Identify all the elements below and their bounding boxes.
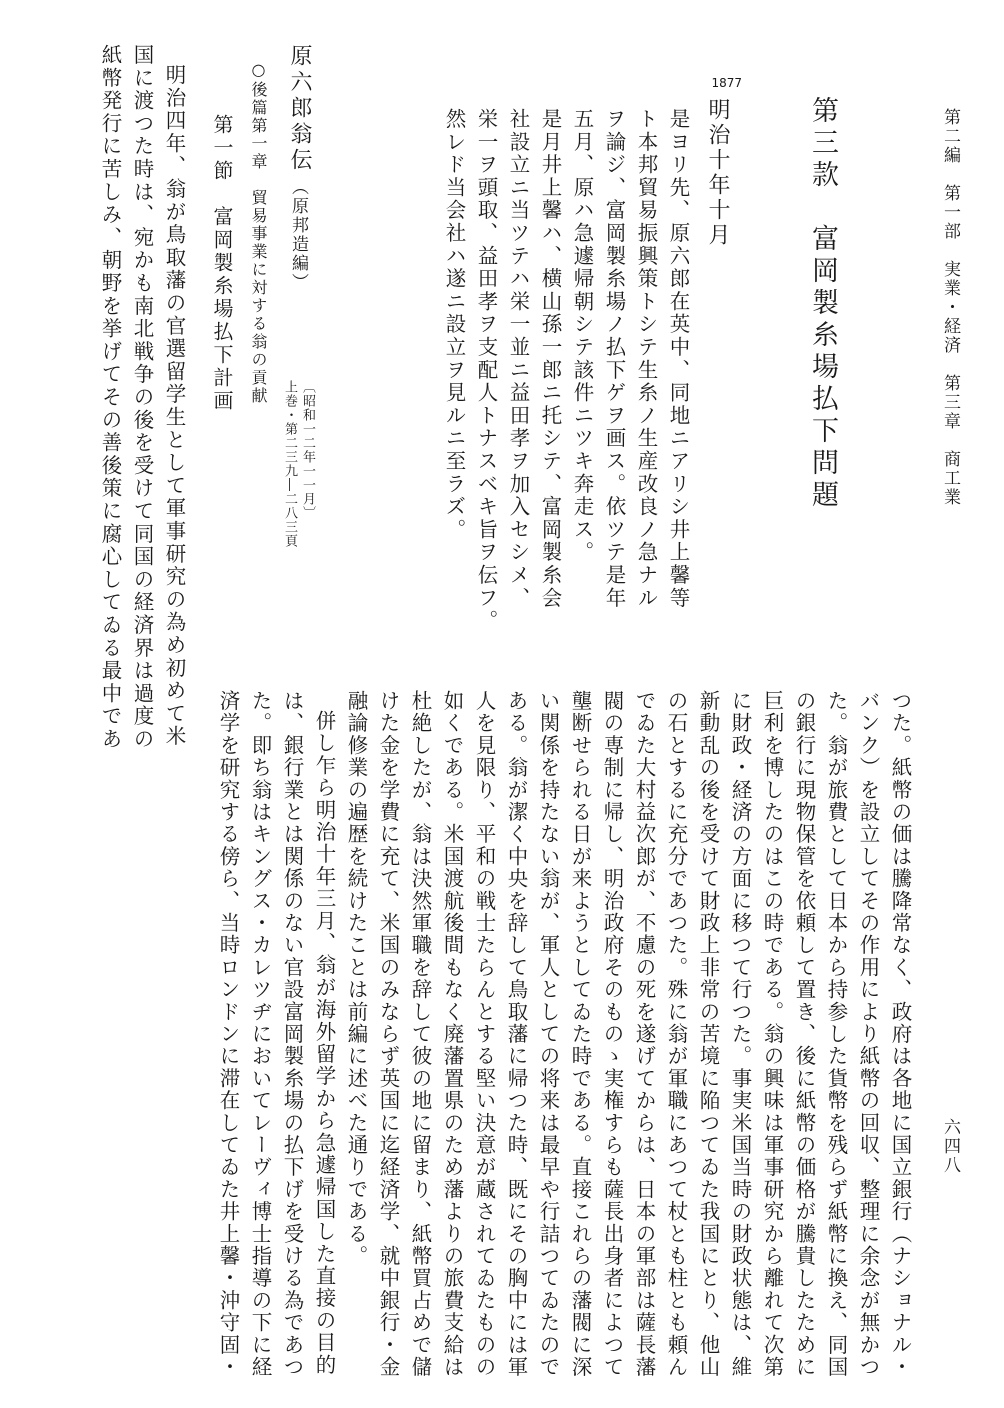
body-line: ある。翁が潔く中央を辞して鳥取藩に帰つた時、既にその胸中には軍 — [504, 690, 528, 1379]
body-line: けた金を学費に充て、米国のみならず英国に迄経済学、就中銀行・金 — [376, 690, 400, 1379]
body-line: 杜絶したが、翁は決然軍職を辞して彼の地に留まり、紙幣買占めで儲 — [408, 690, 432, 1379]
record-line: 然レド当会社ハ遂ニ設立ヲ見ルニ至ラズ。 — [442, 108, 466, 542]
body-line: 如くである。米国渡航後間もなく廃藩置県のため藩よりの旅費支給は — [440, 690, 464, 1379]
record-line: 五月、原ハ急遽帰朝シテ該件ニツキ奔走ス。 — [570, 108, 594, 564]
chapter-note: ○後篇第一章 貿易事業に対する翁の貢献 — [249, 60, 268, 405]
biography-editor: （原邦造編） — [288, 178, 308, 292]
body-line: 新動乱の後を受けて財政上非常の苦境に陥つてゐた我国にとり、他山 — [696, 690, 720, 1379]
body-line: つた。紙幣の価は騰降常なく、政府は各地に国立銀行（ナショナル・ — [888, 690, 912, 1379]
body-line: 壟断せられる日が来ようとしてゐた時である。直接これらの藩閥に深 — [568, 690, 592, 1379]
body-line: 済学を研究する傍ら、当時ロンドンに滞在してゐた井上馨・沖守固・ — [216, 690, 240, 1379]
source-reference: 上巻・第二三九―二八三頁 — [282, 380, 297, 548]
body-line: に財政・経済の方面に移つて行つた。事実米国当時の財政状態は、維 — [728, 690, 752, 1379]
record-line: 社設立ニ当ツテハ栄一並ニ益田孝ヲ加入セシメ、 — [506, 108, 530, 610]
body-line: 人を見限り、平和の戦士たらんとする堅い決意が蔵されてゐたものの — [472, 690, 496, 1379]
body-line: は、銀行業とは関係のない官設富岡製糸場の払下げを受ける為であつ — [280, 690, 304, 1379]
subsection-title: 第一節 富岡製糸場払下計画 — [210, 114, 234, 413]
page-number: 六四八 — [940, 1118, 960, 1175]
body-line: 融論修業の遍歴を続けたことは前編に述べた通りである。 — [344, 690, 368, 1268]
body-line: 併し乍ら明治十年三月、翁が海外留学から急遽帰国した直接の目的 — [312, 710, 336, 1376]
source-date: 〔昭和一二年一一月〕 — [300, 380, 315, 520]
body-line: でゐた大村益次郎が、不慮の死を遂げてからは、日本の軍部は薩長藩 — [632, 690, 656, 1379]
body-line: た。翁が旅費として日本から持参した貨幣を残らず紙幣に換え、同国 — [824, 690, 848, 1379]
body-line: た。即ち翁はキングス・カレツヂにおいてレーヴィ博士指導の下に経 — [248, 690, 272, 1379]
section-title: 第三款 富岡製糸場払下問題 — [807, 96, 838, 512]
body-line: 明治四年、翁が鳥取藩の官選留学生として軍事研究の為め初めて米 — [162, 64, 186, 748]
running-head: 第二編 第一部 実業・経済 第三章 商工業 — [940, 108, 960, 507]
record-date: 明治十年十月 — [705, 98, 730, 248]
body-line: の石とするに充分であつた。殊に翁が軍職にあつて杖とも柱とも頼ん — [664, 690, 688, 1379]
record-line: 是ヨリ先、原六郎在英中、同地ニアリシ井上馨等 — [666, 108, 690, 610]
record-line: 是月井上馨ハ、横山孫一郎ニ托シテ、富岡製糸会 — [538, 108, 562, 610]
biography-title: 原六郎翁伝 — [287, 44, 312, 174]
body-line: い関係を持たない翁が、軍人としての将来は最早や行詰つてゐたので — [536, 690, 560, 1379]
body-line: 閥の専制に帰し、明治政府そのものゝ実権すらも薩長出身者によつて — [600, 690, 624, 1379]
body-line: バンク）を設立してその作用により紙幣の回収、整理に余念が無かつ — [856, 690, 880, 1379]
body-line: 巨利を博したのはこの時である。翁の興味は軍事研究から離れて次第 — [760, 690, 784, 1379]
date-year: 1877 — [711, 76, 742, 90]
record-line: ヲ論ジ、富岡製糸場ノ払下ゲヲ画ス。依ツテ是年 — [602, 108, 626, 610]
body-line: 紙幣発行に苦しみ、朝野を挙げてその善後策に腐心してゐる最中であ — [98, 44, 122, 751]
record-line: ト本邦貿易振興策トシテ生糸ノ生産改良ノ急ナル — [634, 108, 658, 610]
body-line: 国に渡つた時は、宛かも南北戦争の後を受けて同国の経済界は過度の — [130, 44, 154, 751]
body-line: の銀行に現物保管を依頼して置き、後に紙幣の価格が騰貴したために — [792, 690, 816, 1379]
record-line: 栄一ヲ頭取、益田孝ヲ支配人トナスベキ旨ヲ伝フ。 — [474, 108, 498, 633]
